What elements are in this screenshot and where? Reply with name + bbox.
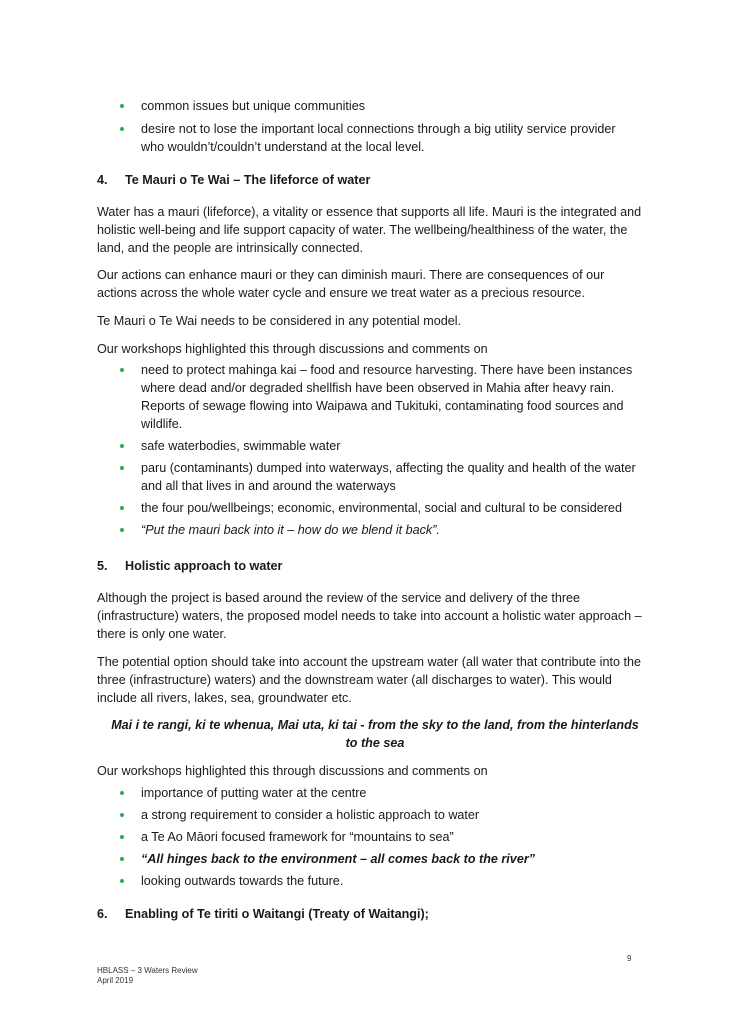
list-item-text: common issues but unique communities — [141, 99, 365, 113]
section-6-heading — [97, 905, 642, 923]
list-item — [97, 120, 642, 156]
bullet-icon — [120, 444, 124, 448]
list-item — [97, 499, 642, 517]
intro-bullet-list — [97, 97, 642, 156]
paragraph: Our workshops highlighted this through discussions and comments on — [97, 342, 488, 356]
paragraph: The potential option should take into account the upstream water (all water that contribute into the three (infrastructure) waters) and the downstream water (all discharges to water). This would include all rivers, lakes, sea, groundwater etc. — [97, 655, 641, 705]
footer-title: HBLASS – 3 Waters Review — [97, 966, 198, 975]
list-item-text: safe waterbodies, swimmable water — [141, 439, 341, 453]
section-number: 4. — [97, 173, 108, 187]
page-number: 9 — [627, 954, 632, 963]
bullet-icon — [120, 528, 124, 532]
footer-date: April 2019 — [97, 976, 134, 985]
bullet-icon — [120, 127, 124, 131]
list-item-text: need to protect mahinga kai – food and resource harvesting. There have been instances where dead and/or degraded shellfish have been observed in Mahia after heavy rain. Reports of sewage flowing into Waipawa and Tukituki, contaminating food sources and wildlife. — [141, 363, 633, 431]
pull-quote: Mai i te rangi, ki te whenua, Mai uta, ki tai - from the sky to the land, from the hinterlands to the sea — [111, 718, 639, 750]
list-item-text: a Te Ao Māori focused framework for “mountains to sea” — [141, 830, 454, 844]
bullet-icon — [120, 104, 124, 108]
bullet-icon — [120, 368, 124, 372]
list-item — [97, 97, 642, 115]
list-item-text: paru (contaminants) dumped into waterways, affecting the quality and health of the water and all that lives in and around the waterways — [141, 461, 636, 493]
bullet-icon — [120, 791, 124, 795]
section-number: 5. — [97, 559, 108, 573]
bullet-icon — [120, 506, 124, 510]
list-item — [97, 784, 642, 802]
list-item — [97, 521, 642, 539]
list-item-text: looking outwards towards the future. — [141, 874, 344, 888]
bullet-icon — [120, 879, 124, 883]
bullet-icon — [120, 813, 124, 817]
list-item-text: “Put the mauri back into it – how do we blend it back”. — [141, 523, 440, 537]
section-4-bullet-list — [97, 361, 642, 539]
paragraph: Te Mauri o Te Wai needs to be considered in any potential model. — [97, 314, 462, 328]
section-title: Te Mauri o Te Wai – The lifeforce of water — [125, 173, 371, 187]
bullet-icon — [120, 835, 124, 839]
section-title: Holistic approach to water — [125, 559, 283, 573]
list-item-text: importance of putting water at the centre — [141, 786, 367, 800]
list-item — [97, 361, 642, 433]
paragraph: Our actions can enhance mauri or they can diminish mauri. There are consequences of our actions across the whole water cycle and ensure we treat water as a precious resource. — [97, 268, 605, 300]
list-item — [97, 437, 642, 455]
section-title: Enabling of Te tiriti o Waitangi (Treaty of Waitangi); — [125, 907, 429, 921]
page-footer — [97, 966, 198, 986]
list-item — [97, 806, 642, 824]
section-number: 6. — [97, 907, 108, 921]
bullet-icon — [120, 857, 124, 861]
list-item — [97, 872, 642, 890]
list-item — [97, 459, 642, 495]
list-item — [97, 850, 642, 868]
list-item-text: a strong requirement to consider a holistic approach to water — [141, 808, 480, 822]
bullet-icon — [120, 466, 124, 470]
section-5-heading — [97, 557, 642, 575]
list-item-text: desire not to lose the important local connections through a big utility service provider who wouldn’t/couldn’t understand at the local level. — [141, 122, 616, 154]
section-5-bullet-list — [97, 784, 642, 890]
list-item-text: the four pou/wellbeings; economic, environmental, social and cultural to be considered — [141, 501, 622, 515]
section-4-heading — [97, 171, 642, 189]
paragraph: Water has a mauri (lifeforce), a vitality or essence that supports all life. Mauri is the integrated and holistic well-being and life support capacity of water. The wellbeing/healthiness of the water, the land, and the people are intrinsically connected. — [97, 205, 642, 255]
list-item-text: “All hinges back to the environment – all comes back to the river” — [141, 852, 536, 866]
paragraph: Although the project is based around the review of the service and delivery of the three (infrastructure) waters, the proposed model needs to take into account a holistic water approach – there is only one water. — [97, 591, 642, 641]
list-item — [97, 828, 642, 846]
paragraph: Our workshops highlighted this through discussions and comments on — [97, 764, 488, 778]
